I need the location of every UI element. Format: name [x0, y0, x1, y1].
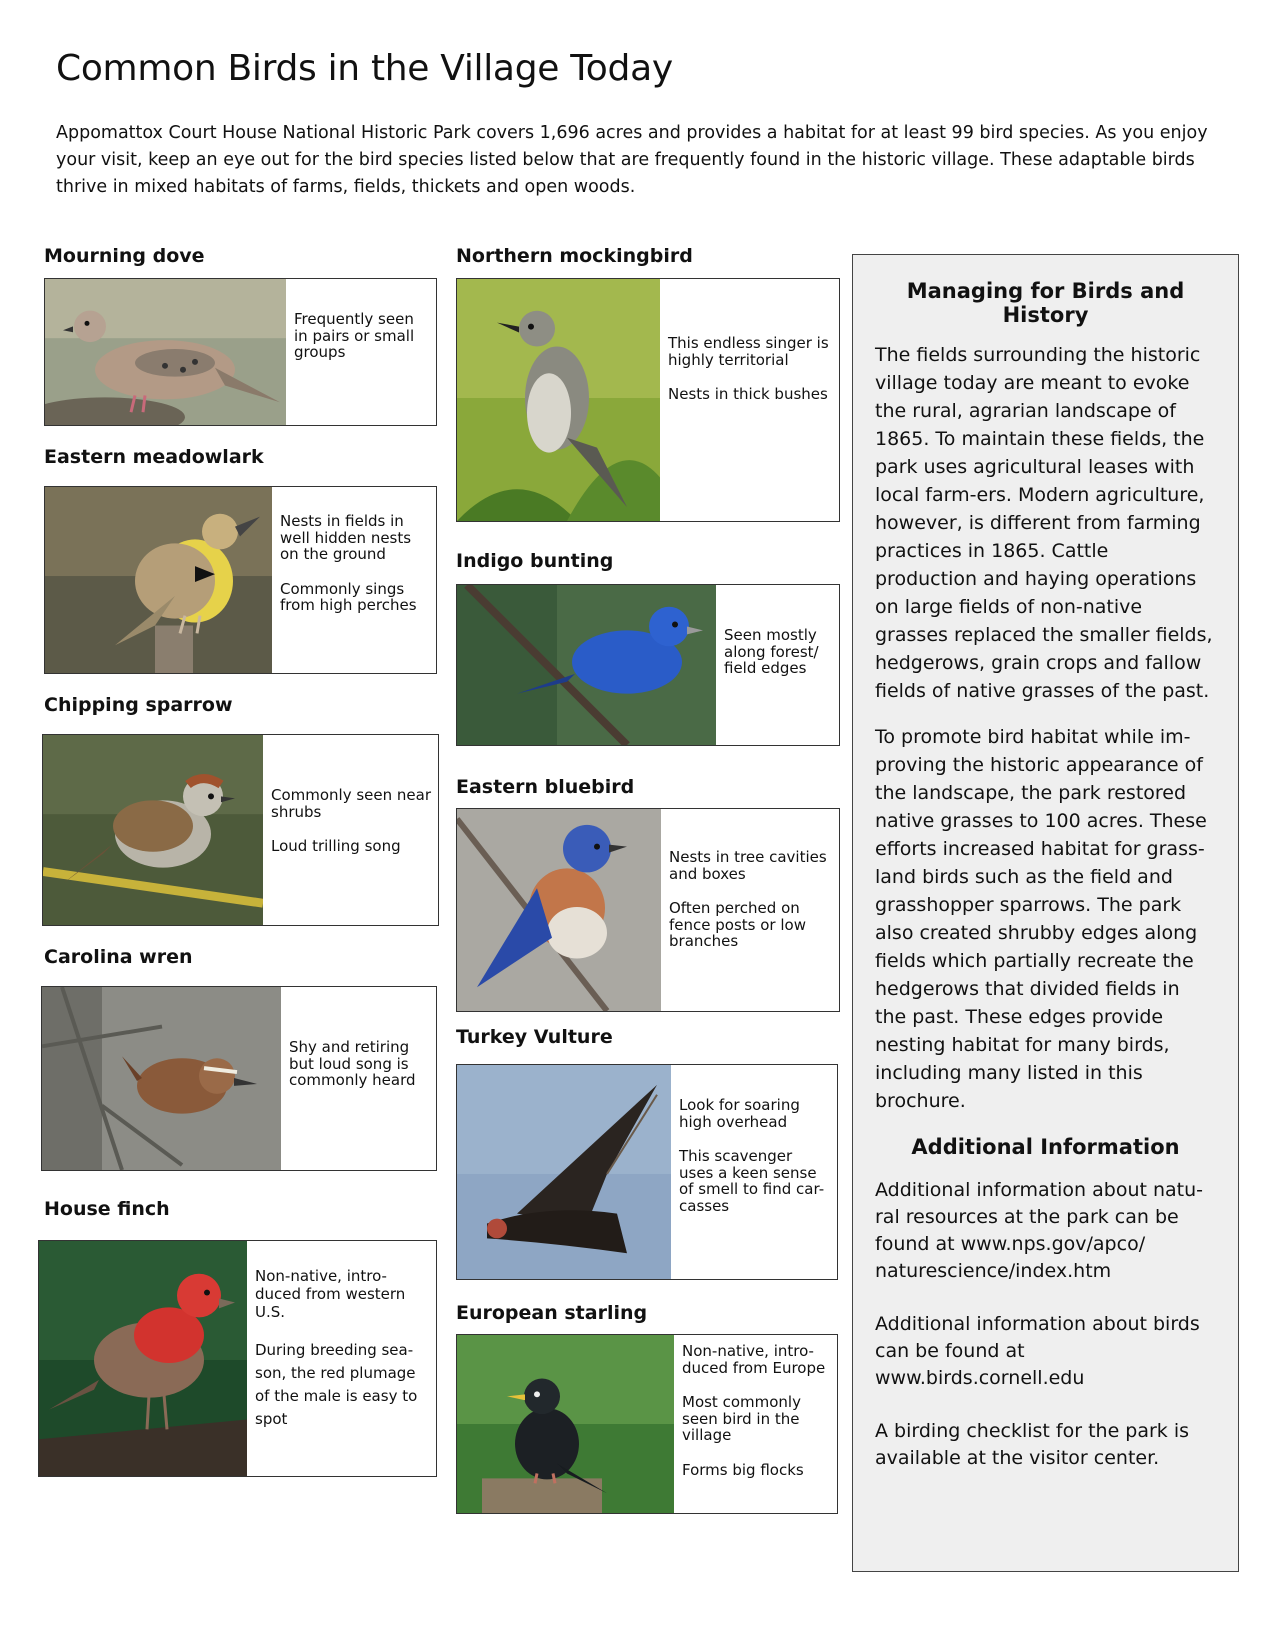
bird-card-indigo-bunting	[456, 584, 840, 746]
mourning-dove-notes	[288, 279, 436, 425]
page-title: Common Birds in the Village Today	[56, 48, 673, 89]
bird-note: This endless singer is highly territorial	[668, 334, 829, 369]
intro-paragraph: Appomattox Court House National Historic Park covers 1,696 acres and provides a habitat for at least 99 bird species. As you enjoy your visit, keep an eye out for the bird species listed below that are frequently found in the historic village. These adaptable birds thrive in mixed habitats of farms, fields, thickets and open woods.	[56, 123, 1208, 197]
bird-note: Commonly seen near shrubs	[271, 786, 432, 821]
carolina-wren-photo	[42, 987, 281, 1170]
bird-note: Shy and retiring but loud song is commonly heard	[289, 1038, 416, 1089]
chipping-sparrow-notes	[265, 735, 438, 925]
bird-note: Frequently seen in pairs or small groups	[294, 310, 415, 361]
bird-name-eastern-meadowlark: Eastern meadowlark	[44, 446, 264, 468]
carolina-wren-notes	[283, 987, 436, 1170]
bird-name-mourning-dove: Mourning dove	[44, 245, 205, 267]
bird-card-eastern-meadowlark	[44, 486, 437, 674]
bird-card-european-starling	[456, 1334, 838, 1514]
northern-mockingbird-notes	[662, 279, 839, 521]
bird-note: Loud trilling song	[271, 837, 401, 855]
eastern-bluebird-notes	[663, 809, 839, 1011]
european-starling-notes	[676, 1335, 837, 1513]
sidebar-managing-birds	[852, 254, 1239, 1572]
eastern-meadowlark-notes	[274, 487, 436, 673]
bird-card-house-finch	[38, 1240, 437, 1477]
chipping-sparrow-photo	[43, 735, 263, 925]
bird-note: Most commonly seen bird in the village	[682, 1393, 801, 1444]
mourning-dove-photo	[45, 279, 286, 425]
northern-mockingbird-photo	[457, 279, 660, 521]
turkey-vulture-notes	[673, 1065, 837, 1279]
bird-card-eastern-bluebird	[456, 808, 840, 1012]
european-starling-photo	[457, 1335, 674, 1513]
additional-info-heading: Additional Information	[911, 1135, 1180, 1159]
bird-name-northern-mockingbird: Northern mockingbird	[456, 245, 693, 267]
house-finch-photo	[39, 1241, 247, 1476]
bird-name-eastern-bluebird: Eastern bluebird	[456, 776, 635, 798]
bird-note: Often perched on fence posts or low branches	[669, 899, 806, 950]
bird-note: During breeding sea-son, the red plumage of the male is easy to spot	[255, 1341, 418, 1428]
sidebar-paragraph: The fields surrounding the historic village today are meant to evoke the rural, agrarian landscape of 1865. To maintain these fields, the park uses agricultural leases with local farm-ers. Modern agriculture, however, is different from farming practices in 1865. Cattle production and haying operations on large fields of non-native grasses replaced the smaller fields, hedgerows, grain crops and fallow fields of native grasses of the past.	[875, 344, 1213, 702]
bird-name-european-starling: European starling	[456, 1302, 648, 1324]
eastern-bluebird-photo	[457, 809, 661, 1011]
additional-info-item: Additional information about natu-ral resources at the park can be found at www.nps.gov/apco/ naturescience/index.htm	[875, 1179, 1204, 1282]
bird-note: Seen mostly along forest/ field edges	[724, 626, 819, 677]
bird-name-indigo-bunting: Indigo bunting	[456, 550, 614, 572]
bird-note: Non-native, intro-duced from western U.S.	[255, 1267, 406, 1321]
bird-name-house-finch: House finch	[44, 1198, 170, 1220]
eastern-meadowlark-photo	[45, 487, 272, 673]
bird-name-chipping-sparrow: Chipping sparrow	[44, 694, 233, 716]
indigo-bunting-notes	[718, 585, 839, 745]
bird-card-turkey-vulture	[456, 1064, 838, 1280]
sidebar-paragraph: To promote bird habitat while im-proving the historic appearance of the landscape, the park restored native grasses to 100 acres. These efforts increased habitat for grass-land birds such as the field and grasshopper sparrows. The park also created shrubby edges along fields which partially recreate the hedgerows that divided fields in the past. These edges provide nesting habitat for many birds, including many listed in this brochure.	[875, 726, 1207, 1112]
house-finch-notes	[249, 1241, 436, 1476]
bird-note: Non-native, intro-duced from Europe	[682, 1342, 826, 1377]
bird-note: This scavenger uses a keen sense of smell to find car-casses	[679, 1147, 825, 1215]
bird-card-northern-mockingbird	[456, 278, 840, 522]
additional-info-item: Additional information about birds can be found at www.birds.cornell.edu	[875, 1313, 1200, 1389]
bird-name-turkey-vulture: Turkey Vulture	[456, 1026, 613, 1048]
additional-info-item: A birding checklist for the park is available at the visitor center.	[875, 1420, 1190, 1469]
bird-note: Forms big flocks	[682, 1460, 804, 1479]
bird-name-carolina-wren: Carolina wren	[44, 946, 193, 968]
sidebar-heading: Managing for Birds and History	[906, 279, 1185, 327]
bird-note: Nests in thick bushes	[668, 385, 828, 403]
bird-note: Commonly sings from high perches	[280, 579, 417, 614]
bird-note: Nests in tree cavities and boxes	[669, 848, 827, 883]
bird-note: Look for soaring high overhead	[679, 1096, 800, 1131]
indigo-bunting-photo	[457, 585, 716, 745]
bird-card-chipping-sparrow	[42, 734, 439, 926]
bird-card-carolina-wren	[41, 986, 437, 1171]
bird-note: Nests in fields in well hidden nests on the ground	[280, 512, 412, 563]
bird-card-mourning-dove	[44, 278, 437, 426]
turkey-vulture-photo	[457, 1065, 671, 1279]
